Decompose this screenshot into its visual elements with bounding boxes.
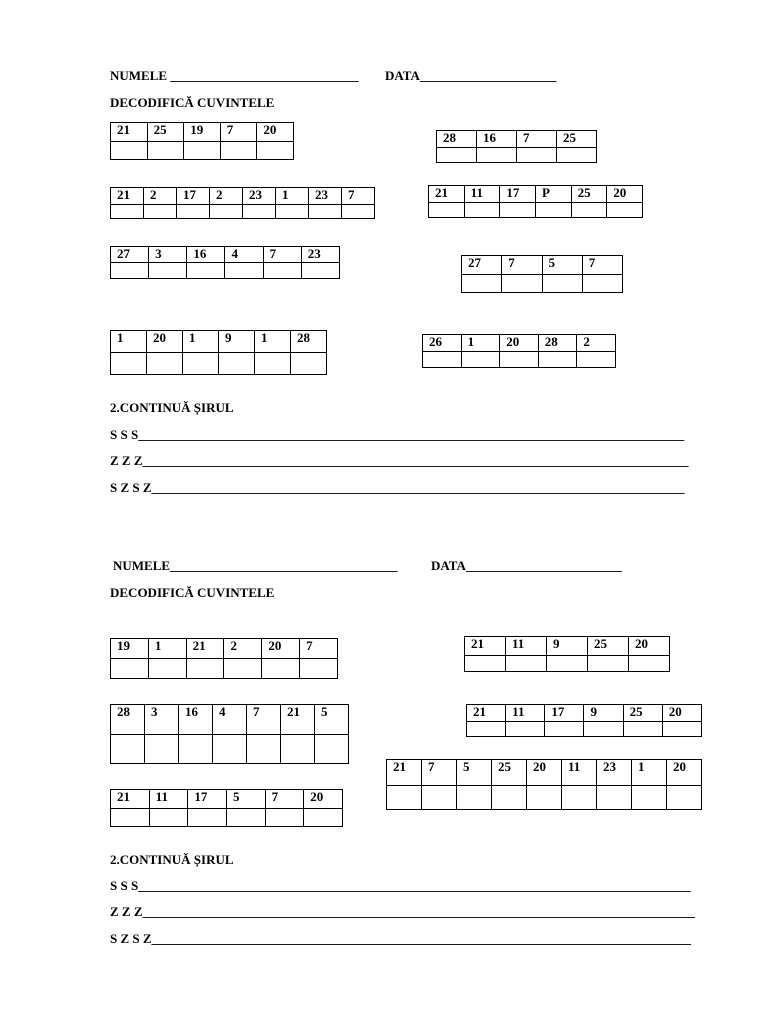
- code-cell: 17: [500, 186, 536, 203]
- code-cell: 25: [147, 123, 184, 142]
- answer-box[interactable]: [225, 263, 263, 279]
- series-line: S Z S Z___________________________________________________________________________________: [110, 931, 692, 946]
- answer-box[interactable]: [457, 786, 492, 810]
- answer-box[interactable]: [179, 735, 213, 764]
- answer-box[interactable]: [304, 809, 343, 827]
- answer-box[interactable]: [111, 205, 144, 219]
- code-cell: 26: [423, 335, 462, 352]
- answer-box[interactable]: [281, 735, 315, 764]
- code-cell: 7: [265, 790, 304, 809]
- code-cell: 16: [477, 131, 517, 148]
- code-cell: 9: [547, 637, 588, 656]
- answer-box[interactable]: [147, 142, 184, 160]
- code-cell: 11: [506, 705, 545, 722]
- answer-box[interactable]: [111, 263, 149, 279]
- answer-box[interactable]: [506, 722, 545, 737]
- code-cell: 17: [545, 705, 584, 722]
- code-cell: 2: [210, 188, 243, 205]
- series-line: S S S____________________________________________________________________________________: [110, 427, 685, 442]
- answer-box[interactable]: [148, 659, 186, 679]
- answer-box[interactable]: [667, 786, 702, 810]
- code-grid: [436, 130, 597, 163]
- name-field-label: NUMELE___________________________________: [113, 558, 398, 573]
- code-cell: 21: [111, 790, 150, 809]
- answer-box[interactable]: [177, 205, 210, 219]
- code-cell: 5: [226, 790, 265, 809]
- code-cell: 2: [224, 639, 262, 659]
- answer-box[interactable]: [111, 735, 145, 764]
- section-title: DECODIFICĂ CUVINTELE: [110, 95, 275, 110]
- code-cell: 20: [667, 760, 702, 786]
- answer-box[interactable]: [423, 352, 462, 368]
- code-cell: 20: [262, 639, 300, 659]
- code-cell: 17: [177, 188, 210, 205]
- answer-box[interactable]: [477, 148, 517, 163]
- answer-box[interactable]: [184, 142, 221, 160]
- code-cell: 2: [577, 335, 616, 352]
- answer-box[interactable]: [291, 353, 327, 375]
- answer-box[interactable]: [562, 786, 597, 810]
- answer-box[interactable]: [506, 656, 547, 672]
- answer-box[interactable]: [144, 205, 177, 219]
- answer-box[interactable]: [147, 353, 183, 375]
- answer-box[interactable]: [262, 659, 300, 679]
- code-cell: 11: [562, 760, 597, 786]
- code-cell: 1: [632, 760, 667, 786]
- answer-box[interactable]: [149, 263, 187, 279]
- code-cell: 20: [147, 331, 183, 353]
- code-cell: 21: [429, 186, 465, 203]
- code-cell: 3: [145, 705, 179, 735]
- answer-box[interactable]: [467, 722, 506, 737]
- code-cell: 4: [213, 705, 247, 735]
- code-cell: 21: [111, 188, 144, 205]
- code-cell: 20: [500, 335, 539, 352]
- answer-box[interactable]: [542, 275, 582, 293]
- series-line: Z Z Z____________________________________________________________________________________: [110, 453, 689, 468]
- answer-box[interactable]: [547, 656, 588, 672]
- code-cell: 21: [465, 637, 506, 656]
- answer-box[interactable]: [224, 659, 262, 679]
- code-cell: 21: [281, 705, 315, 735]
- code-cell: 20: [257, 123, 294, 142]
- code-grid: [422, 334, 616, 368]
- name-field-label: NUMELE _____________________________: [110, 68, 359, 83]
- code-grid: [464, 636, 670, 672]
- answer-box[interactable]: [582, 275, 622, 293]
- answer-box[interactable]: [300, 659, 338, 679]
- answer-box[interactable]: [571, 203, 607, 218]
- answer-box[interactable]: [662, 722, 701, 737]
- answer-box[interactable]: [462, 275, 502, 293]
- code-grid: [428, 185, 643, 218]
- answer-box[interactable]: [422, 786, 457, 810]
- answer-box[interactable]: [437, 148, 477, 163]
- code-cell: 25: [623, 705, 662, 722]
- code-cell: 7: [517, 131, 557, 148]
- code-cell: 20: [607, 186, 643, 203]
- code-cell: 28: [538, 335, 577, 352]
- code-cell: 21: [467, 705, 506, 722]
- code-grid: [110, 789, 343, 827]
- code-cell: 25: [557, 131, 597, 148]
- series-line: S Z S Z__________________________________________________________________________________: [110, 480, 685, 495]
- answer-box[interactable]: [226, 809, 265, 827]
- answer-box[interactable]: [213, 735, 247, 764]
- answer-box[interactable]: [111, 809, 150, 827]
- answer-box[interactable]: [461, 352, 500, 368]
- code-cell: P: [535, 186, 571, 203]
- code-cell: 1: [461, 335, 500, 352]
- code-cell: 23: [301, 247, 339, 263]
- answer-box[interactable]: [188, 809, 227, 827]
- code-cell: 7: [342, 188, 375, 205]
- code-cell: 16: [187, 247, 225, 263]
- code-cell: 1: [111, 331, 147, 353]
- code-cell: 20: [304, 790, 343, 809]
- date-field-label: DATA_____________________: [385, 68, 557, 83]
- code-cell: 11: [506, 637, 547, 656]
- code-cell: 5: [315, 705, 349, 735]
- code-cell: 9: [219, 331, 255, 353]
- answer-box[interactable]: [464, 203, 500, 218]
- series-line: S S S_____________________________________________________________________________________: [110, 878, 691, 893]
- answer-box[interactable]: [584, 722, 623, 737]
- code-cell: 4: [225, 247, 263, 263]
- code-cell: 1: [148, 639, 186, 659]
- answer-box[interactable]: [210, 205, 243, 219]
- answer-box[interactable]: [632, 786, 667, 810]
- code-grid: [461, 255, 623, 293]
- code-grid: [110, 330, 327, 375]
- answer-box[interactable]: [588, 656, 629, 672]
- answer-box[interactable]: [187, 263, 225, 279]
- answer-box[interactable]: [577, 352, 616, 368]
- answer-box[interactable]: [607, 203, 643, 218]
- code-grid: [386, 759, 702, 810]
- answer-box[interactable]: [257, 142, 294, 160]
- answer-box[interactable]: [247, 735, 281, 764]
- code-grid: [110, 246, 340, 279]
- answer-box[interactable]: [111, 659, 149, 679]
- series-line: Z Z Z_____________________________________________________________________________________: [110, 904, 696, 919]
- code-cell: 25: [588, 637, 629, 656]
- section-title: DECODIFICĂ CUVINTELE: [110, 585, 275, 600]
- code-cell: 1: [183, 331, 219, 353]
- code-cell: 11: [464, 186, 500, 203]
- code-cell: 23: [597, 760, 632, 786]
- answer-box[interactable]: [538, 352, 577, 368]
- answer-box[interactable]: [465, 656, 506, 672]
- code-cell: 7: [247, 705, 281, 735]
- answer-box[interactable]: [276, 205, 309, 219]
- code-cell: 7: [502, 256, 542, 275]
- answer-box[interactable]: [545, 722, 584, 737]
- answer-box[interactable]: [387, 786, 422, 810]
- code-cell: 7: [263, 247, 301, 263]
- code-cell: 7: [582, 256, 622, 275]
- code-cell: 20: [527, 760, 562, 786]
- code-cell: 16: [179, 705, 213, 735]
- section-title: 2.CONTINUĂ ȘIRUL: [110, 400, 234, 415]
- code-cell: 19: [184, 123, 221, 142]
- answer-box[interactable]: [183, 353, 219, 375]
- answer-box[interactable]: [502, 275, 542, 293]
- answer-box[interactable]: [111, 142, 148, 160]
- code-cell: 1: [255, 331, 291, 353]
- code-cell: 5: [542, 256, 582, 275]
- code-cell: 7: [422, 760, 457, 786]
- answer-box[interactable]: [557, 148, 597, 163]
- answer-box[interactable]: [263, 263, 301, 279]
- date-field-label: DATA________________________: [431, 558, 622, 573]
- answer-box[interactable]: [429, 203, 465, 218]
- code-cell: 27: [111, 247, 149, 263]
- code-grid: [110, 704, 349, 764]
- answer-box[interactable]: [145, 735, 179, 764]
- code-cell: 23: [309, 188, 342, 205]
- answer-box[interactable]: [500, 203, 536, 218]
- code-cell: 20: [629, 637, 670, 656]
- code-cell: 7: [300, 639, 338, 659]
- code-cell: 28: [111, 705, 145, 735]
- answer-box[interactable]: [597, 786, 632, 810]
- code-cell: 9: [584, 705, 623, 722]
- answer-box[interactable]: [535, 203, 571, 218]
- code-cell: 27: [462, 256, 502, 275]
- code-cell: 3: [149, 247, 187, 263]
- answer-box[interactable]: [492, 786, 527, 810]
- answer-box[interactable]: [111, 353, 147, 375]
- code-cell: 21: [387, 760, 422, 786]
- section-title: 2.CONTINUĂ ȘIRUL: [110, 852, 234, 867]
- answer-box[interactable]: [527, 786, 562, 810]
- code-grid: [110, 122, 294, 160]
- code-cell: 25: [492, 760, 527, 786]
- code-cell: 17: [188, 790, 227, 809]
- answer-box[interactable]: [517, 148, 557, 163]
- answer-box[interactable]: [219, 353, 255, 375]
- answer-box[interactable]: [255, 353, 291, 375]
- answer-box[interactable]: [315, 735, 349, 764]
- code-cell: 20: [662, 705, 701, 722]
- code-cell: 21: [186, 639, 224, 659]
- code-cell: 1: [276, 188, 309, 205]
- code-cell: 19: [111, 639, 149, 659]
- answer-box[interactable]: [149, 809, 188, 827]
- answer-box[interactable]: [629, 656, 670, 672]
- code-cell: 25: [571, 186, 607, 203]
- code-cell: 21: [111, 123, 148, 142]
- code-grid: [110, 187, 375, 219]
- answer-box[interactable]: [500, 352, 539, 368]
- code-cell: 11: [149, 790, 188, 809]
- answer-box[interactable]: [220, 142, 257, 160]
- answer-box[interactable]: [342, 205, 375, 219]
- code-cell: 5: [457, 760, 492, 786]
- answer-box[interactable]: [623, 722, 662, 737]
- code-cell: 23: [243, 188, 276, 205]
- answer-box[interactable]: [186, 659, 224, 679]
- code-cell: 28: [291, 331, 327, 353]
- code-cell: 2: [144, 188, 177, 205]
- code-grid: [110, 638, 338, 679]
- answer-box[interactable]: [309, 205, 342, 219]
- answer-box[interactable]: [243, 205, 276, 219]
- code-grid: [466, 704, 702, 737]
- answer-box[interactable]: [301, 263, 339, 279]
- code-cell: 28: [437, 131, 477, 148]
- code-cell: 7: [220, 123, 257, 142]
- answer-box[interactable]: [265, 809, 304, 827]
